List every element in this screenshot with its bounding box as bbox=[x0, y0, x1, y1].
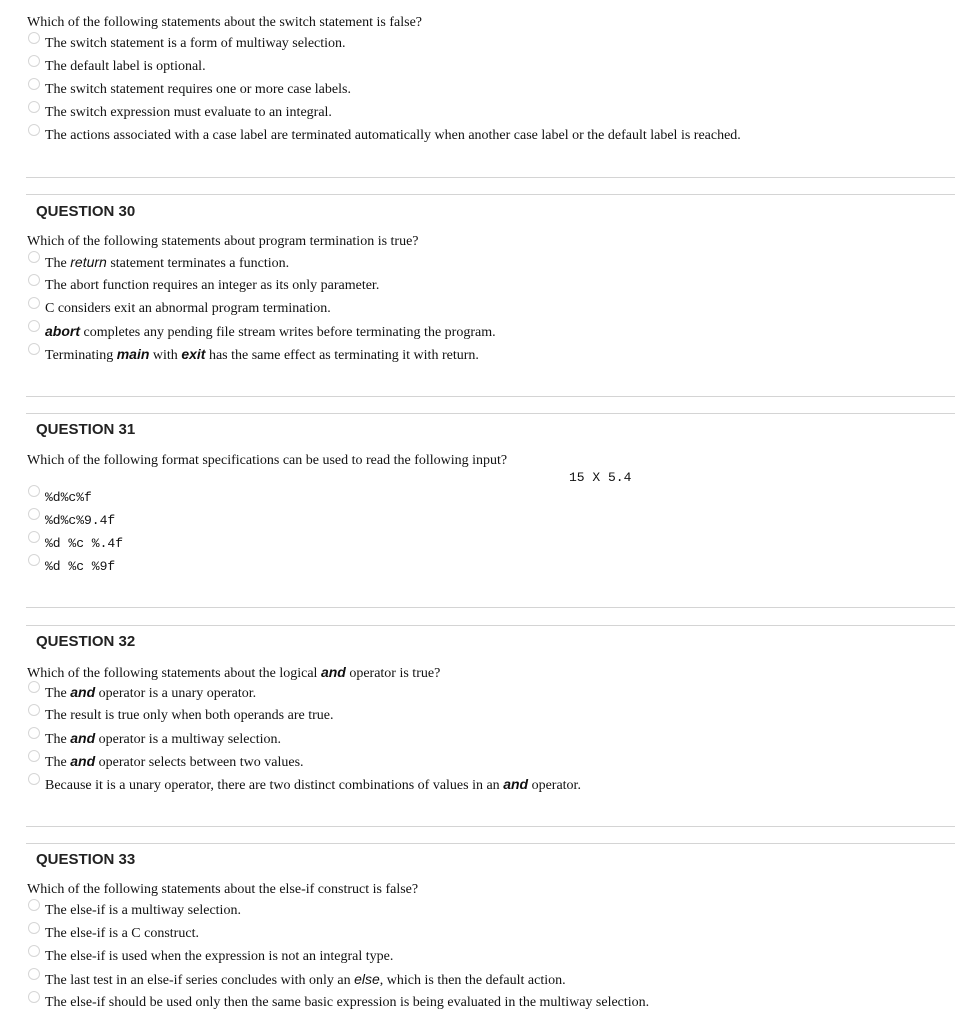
divider bbox=[26, 177, 955, 178]
q33-prompt: Which of the following statements about the else-if construct is false? bbox=[27, 882, 419, 897]
radio-button[interactable] bbox=[28, 251, 40, 263]
q29-option-1[interactable]: The switch statement is a form of multiway selection. bbox=[28, 33, 346, 55]
q29-option-3[interactable]: The switch statement requires one or more case labels. bbox=[28, 79, 351, 101]
q32-option-4[interactable]: The and operator selects between two values. bbox=[28, 751, 304, 773]
q32-option-1[interactable]: The and operator is a unary operator. bbox=[28, 682, 256, 704]
q33-option-5[interactable]: The else-if should be used only then the same basic expression is being evaluated in the multiway selection. bbox=[28, 992, 649, 1014]
radio-button[interactable] bbox=[28, 991, 40, 1003]
q32-option-2[interactable]: The result is true only when both operands are true. bbox=[28, 705, 333, 727]
q33-option-4[interactable]: The last test in an else-if series concludes with only an else, which is then the default action. bbox=[28, 969, 566, 991]
divider bbox=[26, 413, 955, 414]
divider bbox=[26, 625, 955, 626]
radio-button[interactable] bbox=[28, 485, 40, 497]
radio-button[interactable] bbox=[28, 704, 40, 716]
radio-button[interactable] bbox=[28, 922, 40, 934]
q31-prompt: Which of the following format specifications can be used to read the following input? bbox=[27, 453, 508, 468]
radio-button[interactable] bbox=[28, 343, 40, 355]
q31-option-2[interactable]: %d%c%9.4f bbox=[28, 509, 115, 531]
q30-option-4[interactable]: abort completes any pending file stream writes before terminating the program. bbox=[28, 321, 496, 343]
q33-option-1[interactable]: The else-if is a multiway selection. bbox=[28, 900, 241, 922]
divider bbox=[26, 607, 955, 608]
q30-option-1[interactable]: The return statement terminates a function. bbox=[28, 252, 289, 274]
divider bbox=[26, 843, 955, 844]
radio-button[interactable] bbox=[28, 968, 40, 980]
q29-option-5[interactable]: The actions associated with a case label are terminated automatically when another case label or the default label is reached. bbox=[28, 125, 741, 147]
input-sample: 15 X 5.4 bbox=[569, 470, 632, 485]
q29-prompt: Which of the following statements about the switch statement is false? bbox=[27, 15, 423, 30]
radio-button[interactable] bbox=[28, 101, 40, 113]
q33-option-2[interactable]: The else-if is a C construct. bbox=[28, 923, 199, 945]
radio-button[interactable] bbox=[28, 78, 40, 90]
radio-button[interactable] bbox=[28, 681, 40, 693]
radio-button[interactable] bbox=[28, 727, 40, 739]
radio-button[interactable] bbox=[28, 274, 40, 286]
q30-prompt: Which of the following statements about program termination is true? bbox=[27, 234, 419, 249]
radio-button[interactable] bbox=[28, 55, 40, 67]
radio-button[interactable] bbox=[28, 750, 40, 762]
q30-option-3[interactable]: C considers exit an abnormal program termination. bbox=[28, 298, 331, 320]
radio-button[interactable] bbox=[28, 773, 40, 785]
radio-button[interactable] bbox=[28, 32, 40, 44]
radio-button[interactable] bbox=[28, 508, 40, 520]
q32-option-5[interactable]: Because it is a unary operator, there are two distinct combinations of values in an and operator. bbox=[28, 774, 581, 796]
q30-option-2[interactable]: The abort function requires an integer as its only parameter. bbox=[28, 275, 379, 297]
radio-button[interactable] bbox=[28, 554, 40, 566]
radio-button[interactable] bbox=[28, 899, 40, 911]
q33-option-3[interactable]: The else-if is used when the expression is not an integral type. bbox=[28, 946, 393, 968]
radio-button[interactable] bbox=[28, 124, 40, 136]
question-30-heading: QUESTION 30 bbox=[36, 203, 136, 220]
question-32-heading: QUESTION 32 bbox=[36, 633, 136, 650]
divider bbox=[26, 396, 955, 397]
q29-option-2[interactable]: The default label is optional. bbox=[28, 56, 206, 78]
radio-button[interactable] bbox=[28, 531, 40, 543]
radio-button[interactable] bbox=[28, 297, 40, 309]
q32-option-3[interactable]: The and operator is a multiway selection. bbox=[28, 728, 281, 750]
radio-button[interactable] bbox=[28, 945, 40, 957]
q30-option-5[interactable]: Terminating main with exit has the same effect as terminating it with return. bbox=[28, 344, 479, 366]
question-31-heading: QUESTION 31 bbox=[36, 421, 136, 438]
radio-button[interactable] bbox=[28, 320, 40, 332]
q29-option-4[interactable]: The switch expression must evaluate to an integral. bbox=[28, 102, 332, 124]
q31-option-1[interactable]: %d%c%f bbox=[28, 486, 92, 508]
divider bbox=[26, 194, 955, 195]
divider bbox=[26, 826, 955, 827]
q31-option-4[interactable]: %d %c %9f bbox=[28, 555, 115, 577]
q32-prompt: Which of the following statements about the logical and operator is true? bbox=[27, 664, 441, 681]
q31-option-3[interactable]: %d %c %.4f bbox=[28, 532, 123, 554]
question-33-heading: QUESTION 33 bbox=[36, 851, 136, 868]
